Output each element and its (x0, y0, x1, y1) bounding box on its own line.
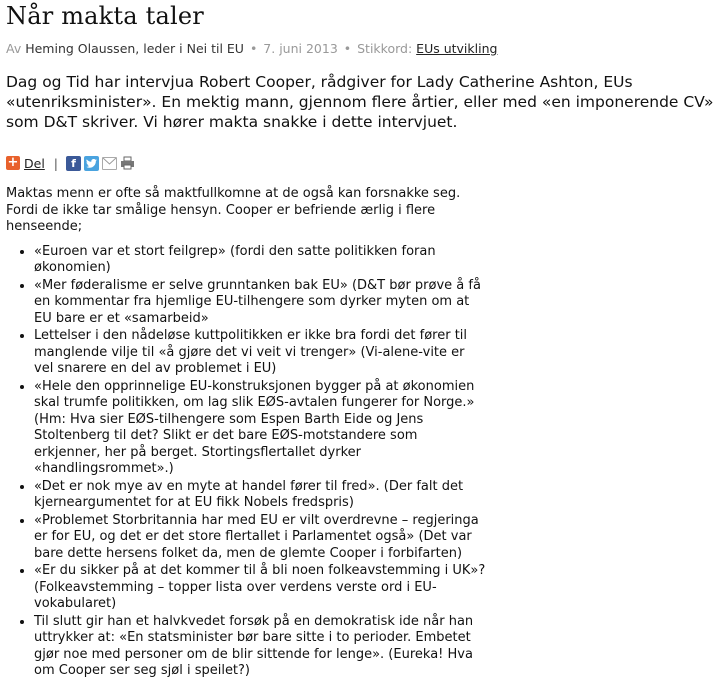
byline-prefix: Av (6, 41, 22, 56)
print-icon[interactable] (120, 156, 135, 171)
intro-paragraph: Maktas menn er ofte så maktfullkomne at de også kan forsnakke seg. Fordi de ikke tar smålige hensyn. Cooper er befriende ærlig i flere henseende; (6, 186, 461, 234)
list-item: • «Problemet Storbritannia har med EU er vilt overdrevne – regjeringa er for EU, og det er det store flertallet i Parlamentet også» (Det var bare dette hersens folket da, men de glemte Cooper i forbifarten) (34, 513, 486, 563)
list-item: • «Euroen var et stort feilgrep» (fordi den satte politikken foran økonomien) (34, 244, 486, 277)
list-item: • «Mer føderalisme er selve grunntanken bak EU» (D&T bør prøve å få en kommentar fra hjemlige EU-tilhengere som dyrker myten om at EU bare er et «samarbeid» (34, 278, 486, 328)
list-item: • «Er du sikker på at det kommer til å bli noen folkeavstemming i UK»? (Folkeavstemming – topper lista over verdens verste ord i EU-vokabularet) (34, 563, 486, 613)
list-item: • «Det er nok mye av en myte at handel fører til fred». (Der falt det kjerneargumentet for at EU fikk Nobels fredspris) (34, 479, 486, 512)
article-body (6, 186, 486, 680)
email-icon[interactable] (102, 157, 117, 170)
article-meta (6, 41, 719, 57)
share-button[interactable]: Del (24, 155, 45, 171)
page-title: Når makta taler (6, 2, 204, 30)
list-item: • Lettelser i den nådeløse kuttpolitikken er ikke bra fordi det fører til manglende vilje til «å gjøre det vi veit vi trenger» (Vi-alene-vite er vel snarere en del av problemet i EU) (34, 328, 486, 378)
keyword-label: Stikkord: (357, 41, 413, 56)
author: Heming Olaussen, leder i Nei til EU (25, 41, 244, 56)
twitter-icon[interactable] (84, 156, 99, 171)
meta-separator: • (249, 41, 258, 56)
publish-date: 7. juni 2013 (263, 41, 338, 56)
quote-list (6, 244, 486, 680)
share-bar (6, 154, 719, 172)
keyword-link[interactable]: EUs utvikling (416, 41, 498, 56)
share-separator: | (53, 155, 59, 171)
meta-separator: • (343, 41, 352, 56)
list-item: • «Hele den opprinnelige EU-konstruksjonen bygger på at økonomien skal trumfe politikken, om lag slik EØS-avtalen fungerer for Norge.» (Hm: Hva sier EØS-tilhengere som Espen Barth Eide og Jens Stoltenberg til det? Slikt er det bare EØS-motstandere som erkjenner, her på berget. Stortingsflertallet dyrker «handlingsrommet».) (34, 379, 486, 478)
facebook-icon[interactable]: f (66, 156, 81, 171)
article-lead: Dag og Tid har intervjua Robert Cooper, rådgiver for Lady Catherine Ashton, EUs «utenriksminister». En mektig mann, gjennom flere årtier, eller med «en imponerende CV» som D&T skriver. Vi hører makta snakke i dette intervjuet. (6, 73, 714, 131)
list-item: • Til slutt gir han et halvkvedet forsøk på en demokratisk ide når han uttrykker at: «En statsminister bør bare sitte i to perioder. Embetet gjør noe med personer om de blir sittende for lenge». (Eureka! Hva om Cooper ser seg sjøl i speilet?) (34, 614, 486, 680)
share-plus-icon[interactable]: + (7, 155, 19, 170)
